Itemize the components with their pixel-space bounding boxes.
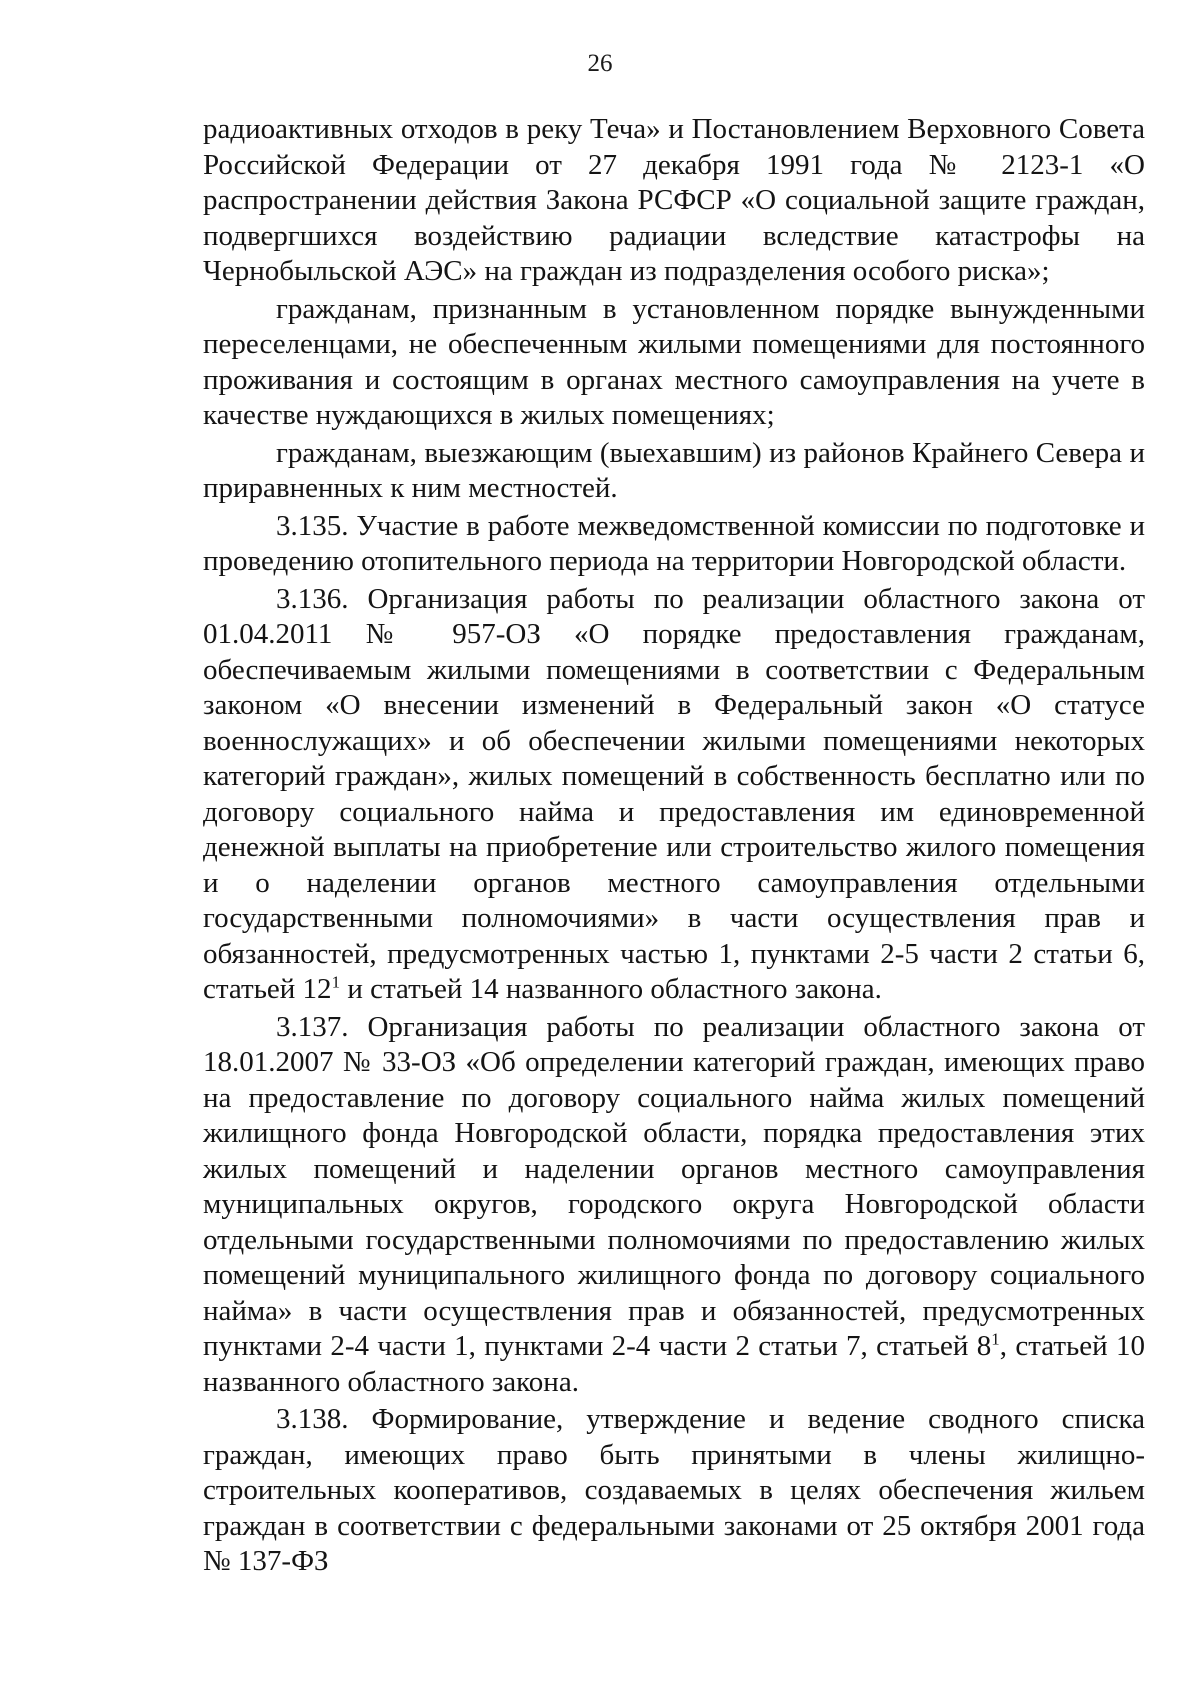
paragraph-3-138: 3.138. Формирование, утверждение и ведение сводного списка граждан, имеющих право быть принятыми в члены жилищно-строительных кооперативов, создаваемых в целях обеспечения жильем граждан в соответствии с федеральными законами от 25 октября 2001 года № 137-ФЗ — [203, 1403, 1145, 1577]
document-body — [203, 112, 1145, 1582]
page-number: 26 — [587, 50, 613, 77]
paragraph-3-136-main: 3.136. Организация работы по реализации областного закона от 01.04.2011 № 957-ОЗ «О порядке предоставления гражданам, обеспечиваемым жилыми помещениями в соответствии с Федеральным законом «О внесении изменений в Федеральный закон «О статусе военнослужащих» и об обеспечении жилыми помещениями некоторых категорий граждан», жилых помещений в собственность бесплатно или по договору социального найма и предоставления им единовременной денежной выплаты на приобретение или строительство жилого помещения и о наделении органов местного самоуправления отдельными государственными полномочиями» в части осуществления прав и обязанностей, предусмотренных частью 1, пунктами 2-5 части 2 статьи 6, статьей 12 — [203, 582, 1145, 1005]
superscript-12-1: 1 — [331, 972, 341, 992]
paragraph-3-135: 3.135. Участие в работе межведомственной комиссии по подготовке и проведению отопительного периода на территории Новгородской области. — [203, 509, 1145, 577]
paragraph-3-137 — [203, 1010, 1145, 1401]
paragraph-2: гражданам, признанным в установленном порядке вынужденными переселенцами, не обеспеченным жилыми помещениями для постоянного проживания и состоящим в органах местного самоуправления на учете в качестве нуждающихся в жилых помещениях; — [203, 292, 1145, 431]
paragraph-3: гражданам, выезжающим (выехавшим) из районов Крайнего Севера и приравненных к ним местностей. — [203, 436, 1145, 504]
paragraph-3-137-tail: , статьей 10 названного областного закона. — [203, 1330, 1146, 1398]
paragraph-3-136-tail: и статьей 14 названного областного закона. — [340, 973, 882, 1005]
superscript-8-1: 1 — [991, 1329, 1000, 1349]
paragraph-1: радиоактивных отходов в реку Теча» и Постановлением Верховного Совета Российской Федерации от 27 декабря 1991 года № 2123-1 «О распространении действия Закона РСФСР «О социальной защите граждан, подвергшихся воздействию радиации вследствие катастрофы на Чернобыльской АЭС» на граждан из подразделения особого риска»; — [203, 113, 1145, 287]
paragraph-3-136 — [203, 582, 1145, 1008]
paragraph-3-137-main: 3.137. Организация работы по реализации областного закона от 18.01.2007 № 33-ОЗ «Об определении категорий граждан, имеющих право на предоставление по договору социального найма жилых помещений жилищного фонда Новгородской области, порядка предоставления этих жилых помещений и наделении органов местного самоуправления муниципальных округов, городского округа Новгородской области отдельными государственными полномочиями по предоставлению жилых помещений муниципального жилищного фонда по договору социального найма» в части осуществления прав и обязанностей, предусмотренных пунктами 2-4 части 1, пунктами 2-4 части 2 статьи 7, статьей 8 — [203, 1010, 1145, 1362]
